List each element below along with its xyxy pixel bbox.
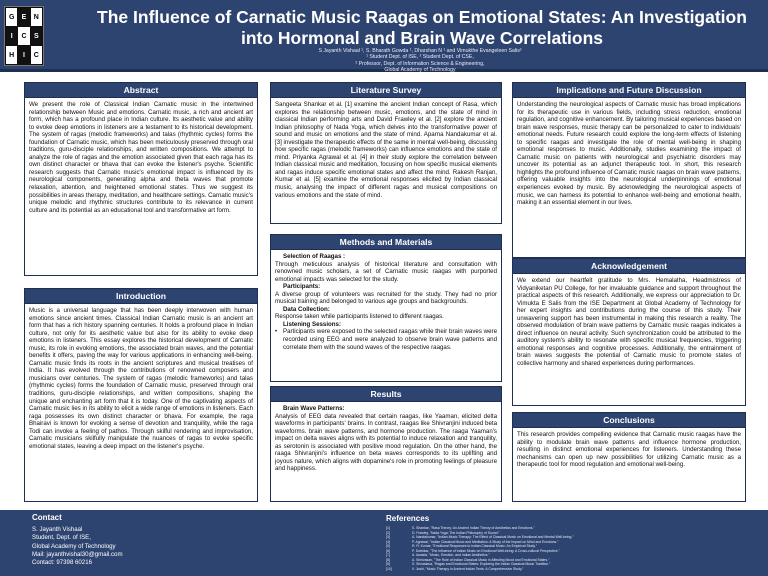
reference-item — [386, 567, 756, 572]
abstract-text: We present the role of Classical Indian Carnatic music in the intertwined relationship between Music and emotions. Carnatic music, a rich and ancient art form, which has a profound place in Indian culture. Its aesthetic value and ability to evoke deep emotions in listeners are a testament to its historical development. The system of ragas (melodic frameworks) and talas (rhythmic cycles) forms the foundation of Carnatic music, which has been meticulously preserved through oral traditions, guru-disciple relationships, and written compositions. We attempt to analyze the role of ragas and the emotion associated given that each raga has its own distinct character or bhava that can evoke the listener's psyche. Scientific research suggests that Carnatic music's emotional impact is influenced by its neurological components, generating alpha and theta waves that promote relaxation, attention, and heightened emotional states. Thus we suggest its possibilities in areas therapy, meditation, and healthcare settings. Carnatic music's unique melodic and rhythmic structures contribute to its relevance in current culture and its potential as an educational tool and transformative art form. — [29, 101, 253, 214]
subheading: Brain Wave Patterns: — [283, 405, 345, 412]
contact-line: Student, Dept. of ISE, — [32, 534, 91, 542]
reference-text: A. Awasta, "Music, Emotion, and Indian Aesthetics." — [412, 553, 490, 558]
paragraph: Analysis of EEG data revealed that certain raagas, like Yaaman, elicited delta waveforms in participants' brains. In contrast, raagas like Shivranjini induced beta waveforms. brain wave patterns, and hormone production. The raaga Yaaman's impact on delta waves aligns with its potential to induce relaxation and tranquility, as serotonin is associated with positive mood regulation. On the other hand, the raaga Shivranjini's influence on beta waves corresponds to its uplifting and joyous nature, which aligns with dopamine's role in promoting feelings of pleasure and happiness. — [275, 412, 497, 473]
reference-number: [3] — [386, 535, 390, 540]
section-heading: Results — [271, 387, 501, 402]
section-heading: Implications and Future Discussion — [513, 83, 745, 98]
author-affiliation: ² Professor, Dept. of Information Science & Engineering, — [355, 60, 485, 67]
reference-text: S. Srivastava, "Ragas and Emotional States: Exploring the Indian Classical Music Tradition." — [412, 562, 551, 567]
author-block — [200, 48, 640, 74]
author-affiliation: ¹ Student Dept. of ISE, ² Student Dept. of CSE, — [366, 54, 474, 61]
contact-block — [32, 514, 332, 567]
contact-email: Mail: jayanthvishal30@gmail.com — [32, 550, 123, 558]
reference-text: A. Srinivasan, "The Role of Indian Classical Music in Affecting Mood and Emotional States." — [412, 557, 550, 562]
logo-letter: C — [18, 27, 29, 45]
section-heading: Introduction — [25, 289, 257, 304]
reference-number: [1] — [386, 526, 390, 530]
subheading: Selection of Raagas : — [283, 253, 346, 260]
acknowledgement-section — [512, 258, 746, 406]
references-block — [386, 514, 756, 571]
results-body — [271, 402, 501, 476]
logo-letter: C — [31, 46, 42, 64]
methods-body — [271, 250, 501, 354]
implications-text: Understanding the neurological aspects of Carnatic music has broad implications for its therapeutic use in various fields, including stress reduction, emotional regulation, and cognitive enhancement. By tailoring musical experiences based on brain wave responses, music therapy can be personalized to cater to individuals' emotional needs. Future research could explore the long-term effects of listening to specific raagas and investigate the role of mental well-being in shaping emotional responses to music. Additionally, studies examining the impact of Carnatic music on patients with neurological and psychiatric disorders may uncover its potential as an adjunct therapeutic tool. In short, this research highlights the profound influence of Carnatic music raagas on brain wave patterns, offering valuable insights into the neurological underpinnings of emotional experiences evoked by music. By acknowledging the neurological aspects of music, we can harness its potential to enhance well-being and emotional health, making it an essential element in our lives. — [517, 101, 741, 207]
literature-text: Sangeeta Shankar et al. [1] examine the ancient Indian concept of Rasa, which explores the relationship between music, emotions, and the state of mind in classical Indian performing arts and David Frawley et al. [2] explore the ancient Indian philosophy of Nada Yoga, which delves into the transformative power of sound and music on emotions and the state of mind. Aparna Nandakumar et al. [3] investigate the therapeutic effects of the same in mental well-being, discussing how specific ragas (melodic frameworks) can influence emotions and the state of mind. Priyanka Agrawal et al. [4] in their study explore the correlation between Indian classical music and meditation, focusing on how specific musical elements and ragas induce specific emotional states and affect the mind. Rakesh Ranjan, Kumar et al. [5] examine the emotional responses elicited by Indian classical music, analysing the impact of different ragas and musical compositions on various emotions and the state of mind. — [275, 101, 497, 199]
section-heading: Acknowledgement — [513, 259, 745, 274]
reference-number: [10] — [386, 566, 392, 571]
poster-header — [0, 0, 768, 72]
logo-letter: N — [31, 8, 42, 26]
logo-letter: E — [18, 8, 29, 26]
reference-text: S. Shankar, "Rasa Theory: An Ancient Indian Theory of Aesthetics and Emotions." — [412, 526, 535, 530]
author-institution: Global Academy of Technology — [384, 67, 456, 74]
contact-phone: Contact: 97398 60216 — [32, 559, 92, 567]
contact-line: Global Academy of Technology — [32, 542, 116, 550]
literature-section — [270, 82, 502, 224]
reference-number: [2] — [386, 530, 390, 535]
implications-section — [512, 82, 746, 258]
paragraph: A diverse group of volunteers was recruited for the study. They had no prior musical training and belonged to various age groups and backgrounds. — [275, 290, 497, 306]
title-line: into Hormonal and Brain Wave Correlations — [240, 28, 604, 48]
logo-letter: H — [6, 46, 17, 64]
title-line: The Influence of Carnatic Music Raagas on Emotional States: An Investigation — [97, 7, 747, 27]
results-section — [270, 386, 502, 502]
section-heading: Conclusions — [513, 413, 745, 428]
reference-text: A. Nandakumar, "Indian Music Therapy: The Effect of Classical Music on Emotional and Mental Well-being." — [412, 535, 574, 540]
reference-number: [6] — [386, 548, 390, 553]
poster-footer — [0, 510, 768, 576]
subheading: Data Collection: — [283, 305, 330, 313]
paragraph: Response taken while participants listened to different raagas. — [275, 313, 444, 321]
subheading: Participants: — [283, 283, 321, 291]
introduction-text: Music is a universal language that has been deeply interwoven with human emotions since ancient times. Classical Indian Carnatic music is an ancient art form that has a rich history spanning centuries. It holds a profound place in Indian culture, not only for its aesthetic value but also for its ability to evoke deep emotions in listeners. This essay explores the historical development of Carnatic music, its role in evoking emotions, the associated brain waves, and the potential benefits it offers, paving the way for various applications in enhancing well-being. Carnatic music finds its roots in the ancient scriptures and musical treatises of India. It has evolved through the contributions of renowned composers and musicians over centuries. The system of ragas (melodic frameworks) and talas (rhythmic cycles) forms the foundation of Carnatic music, preserved through oral traditions, guru-disciple relationships, and written compositions, shaping the unique and enchanting art form that it is today. One of the captivating aspects of Carnatic music lies in its ability to elicit a wide range of emotions in listeners. Each raga possesses its own distinct character or bhava. For example, the raga Bhairavi is known for evoking a sense of devotion and tranquility, while the raga Todi can invoke a feeling of pathos. Through skilful rendering and improvisation, Carnatic musicians skilfully manipulate the nuances of ragas to evoke specific emotional states, leaving a deep impact on the listener's psyche. — [29, 307, 253, 450]
reference-text: R. R. Kumar, "Emotional Responses to Indian Classical Music: An Empirical Study." — [412, 544, 538, 549]
section-heading: Literature Survey — [271, 83, 501, 98]
contact-heading: Contact — [32, 513, 62, 522]
logo-letter: G — [6, 8, 17, 26]
methods-section — [270, 234, 502, 382]
bullet-text: Participants were exposed to the selected raagas while their brain waves were recorded using EEG and were analyzed to observe brain wave patterns and correlate them with the sound waves of the respective raagas. — [283, 328, 497, 351]
section-heading: Abstract — [25, 83, 257, 98]
introduction-section — [24, 288, 258, 502]
reference-text: P. Dwivikar, "The Influence of Indian Music on Emotional Well-being: A Cross-cultural Perspective." — [412, 548, 560, 553]
abstract-section — [24, 82, 258, 276]
bullet-icon: • — [275, 328, 278, 336]
acknowledgement-text: We extend our heartfelt gratitude to Mrs. Hemalatha, Headmistress of Vidyaniketan PU College, for her invaluable guidance and support throughout the practical aspects of this research. Additionally, we express our appreciation to Dr. Vimukta E Salis from the ISE Department at Global Academy of Technology for her expert insights and contributions during the course of this study. Their unwavering support has been instrumental in making this research a reality. The observed modulation of brain wave patterns by Carnatic music raagas indicates a direct influence on neural activity. Such synchronization could be attributed to the auditory system's ability to resonate with specific musical frequencies, triggering emotional responses and cognitive processes. Additionally, the entrainment of brain waves suggests the potential of Carnatic music to promote states of collective harmony and shared experiences during performances. — [517, 277, 741, 368]
reference-text: D. Frawley, "Nada Yoga: The Indian Philosophy of Sound." — [412, 530, 500, 535]
reference-number: [8] — [386, 557, 390, 562]
contact-line: S. Jayanth Vishaal — [32, 526, 83, 534]
section-heading: Methods and Materials — [271, 235, 501, 250]
reference-number: [4] — [386, 539, 390, 544]
bullet-item — [275, 328, 497, 351]
paragraph: Through meticulous analysis of historical literature and consultation with renowned music scholars, a set of Carnatic music raagas with purported emotional impacts was selected for the study. — [275, 260, 497, 283]
conclusions-text: This research provides compelling evidence that Carnatic music raagas have the ability to modulate brain wave patterns and influence hormone production, resulting in distinct emotional experiences for listeners. Understanding these mechanisms can open up new possibilities for utilizing Carnatic music as a therapeutic tool for mood regulation and emotional well-being. — [517, 431, 741, 469]
reference-number: [5] — [386, 544, 390, 549]
reference-text: V. Joshi, "Music Therapy in Ancient Indian Texts: A Comprehensive Study." — [412, 566, 524, 571]
author-names: S Jayanth Vishaal ¹, S. Bharath Gowda ¹, Dharshan N ¹ and Vimukthe Evangeleen Salis² — [318, 48, 522, 54]
poster-title — [92, 7, 752, 49]
subheading: Listening Sessions: — [283, 320, 342, 328]
logo-letter: I — [6, 27, 17, 45]
logo-letter: S — [31, 27, 42, 45]
genics-logo — [4, 6, 44, 66]
conclusions-section — [512, 412, 746, 502]
reference-number: [7] — [386, 553, 390, 558]
references-heading: References — [386, 514, 430, 523]
logo-letter: I — [18, 46, 29, 64]
reference-number: [9] — [386, 562, 390, 567]
reference-text: P. Agrawal, "Indian Classical Music and Meditation: A Study of the Impact on Mind and Emotions." — [412, 539, 559, 544]
